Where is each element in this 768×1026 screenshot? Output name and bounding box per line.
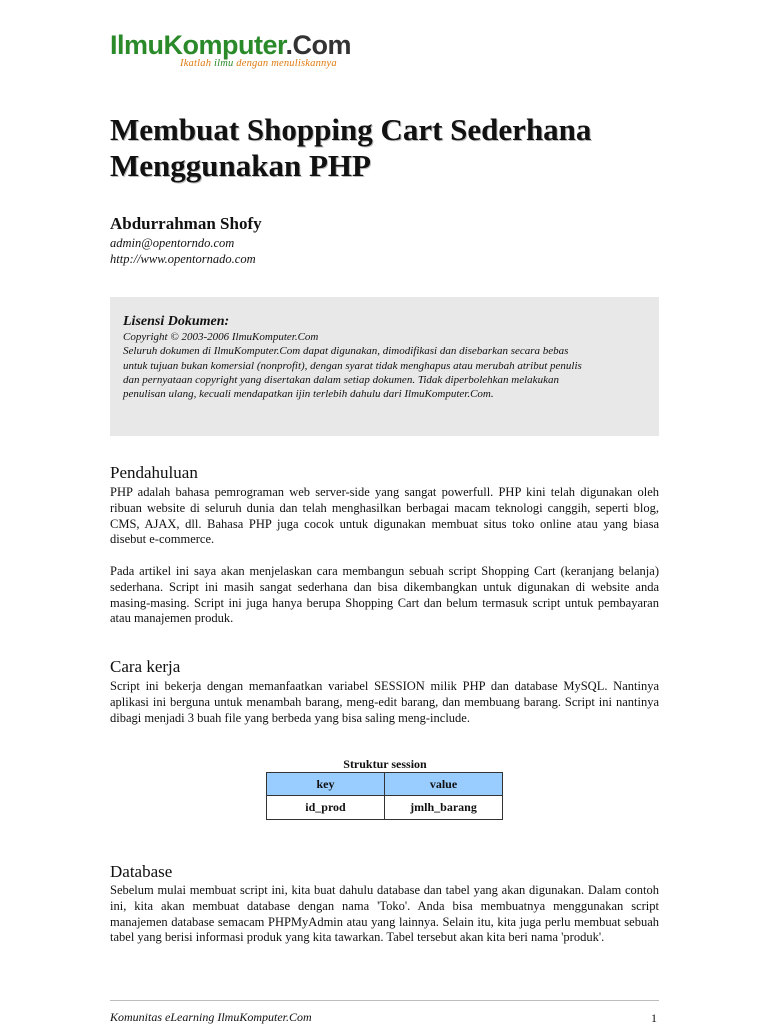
title-line-1: Membuat Shopping Cart Sederhana	[110, 112, 592, 147]
tagline-part-b: ilmu	[213, 58, 234, 69]
footer-text: Komunitas eLearning IlmuKomputer.Com	[110, 1010, 312, 1024]
paragraph-database-1: Sebelum mulai membuat script ini, kita buat dahulu database dan tabel yang akan digunakan. Dalam contoh ini, kita akan membuat database dengan nama 'Toko'. Anda bisa membuatnya menggunakan script manajemen database semacam PHPMyAdmin atau yang lainnya. Selain itu, kita juga perlu membuat sebuah tabel yang berisi informasi produk yang kita tawarkan. Tabel tersebut akan kita beri nama 'produk'.	[110, 883, 659, 945]
document-title	[110, 112, 670, 184]
logo-tagline	[180, 58, 351, 69]
author-email: admin@opentorndo.com	[110, 236, 235, 250]
table-cell-key: id_prod	[267, 796, 385, 820]
title-line-2: Menggunakan PHP	[110, 148, 371, 183]
table-cell-value: jmlh_barang	[385, 796, 503, 820]
paragraph-pendahuluan-1: PHP adalah bahasa pemrograman web server-side yang sangat powerfull. PHP kini telah digunakan oleh ribuan website di seluruh dunia dan telah menghasilkan berbagai macam teknologi canggih, seperti blog, CMS, AJAX, dll. Bahasa PHP juga cocok untuk digunakan membuat situs toko online atau yang biasa disebut e-commerce.	[110, 485, 659, 547]
license-heading: Lisensi Dokumen:	[123, 314, 230, 329]
logo-brand-dark: .Com	[285, 30, 352, 60]
license-box	[110, 297, 659, 436]
tagline-part-a: Ikatlah	[180, 58, 214, 69]
site-logo	[110, 30, 351, 69]
table-header-key: key	[267, 773, 385, 796]
table-caption: Struktur session	[343, 757, 427, 771]
logo-brand-green: IlmuKomputer	[110, 30, 286, 60]
session-structure-table	[266, 772, 503, 820]
table-header-value: value	[385, 773, 503, 796]
license-text: Seluruh dokumen di IlmuKomputer.Com dapat digunakan, dimodifikasi dan disebarkan secara bebas untuk tujuan bukan komersial (nonprofit), dengan syarat tidak menghapus atau merubah atribut penulis dan pernyataan copyright yang disertakan dalam setiap dokumen. Tidak diperbolehkan melakukan penulisan ulang, kecuali mendapatkan ijin terlebih dahulu dari IlmuKomputer.Com.	[123, 345, 582, 401]
table-header-row	[267, 773, 503, 796]
tagline-part-c: dengan menuliskannya	[233, 58, 337, 69]
section-heading-cara-kerja: Cara kerja	[110, 657, 181, 676]
author-name: Abdurrahman Shofy	[110, 214, 262, 233]
license-copyright: Copyright © 2003-2006 IlmuKomputer.Com	[123, 331, 319, 343]
footer-divider	[110, 1000, 659, 1001]
table-row	[267, 796, 503, 820]
section-heading-pendahuluan: Pendahuluan	[110, 463, 198, 482]
paragraph-cara-kerja-1: Script ini bekerja dengan memanfaatkan variabel SESSION milik PHP dan database MySQL. Nantinya aplikasi ini berguna untuk menambah barang, meng-edit barang, dan membuang barang. Script ini nantinya dibagi menjadi 3 buah file yang berbeda yang bisa saling meng-include.	[110, 679, 659, 725]
author-url: http://www.opentornado.com	[110, 252, 256, 266]
paragraph-pendahuluan-2: Pada artikel ini saya akan menjelaskan cara membangun sebuah script Shopping Cart (keranjang belanja) sederhana. Script ini masih sangat sederhana dan bisa dikembangkan untuk digunakan di website anda masing-masing. Script ini juga hanya berupa Shopping Cart dan belum termasuk script untuk pembayaran atau manajemen produk.	[110, 564, 659, 626]
page-number: 1	[651, 1011, 657, 1025]
section-heading-database: Database	[110, 862, 173, 881]
